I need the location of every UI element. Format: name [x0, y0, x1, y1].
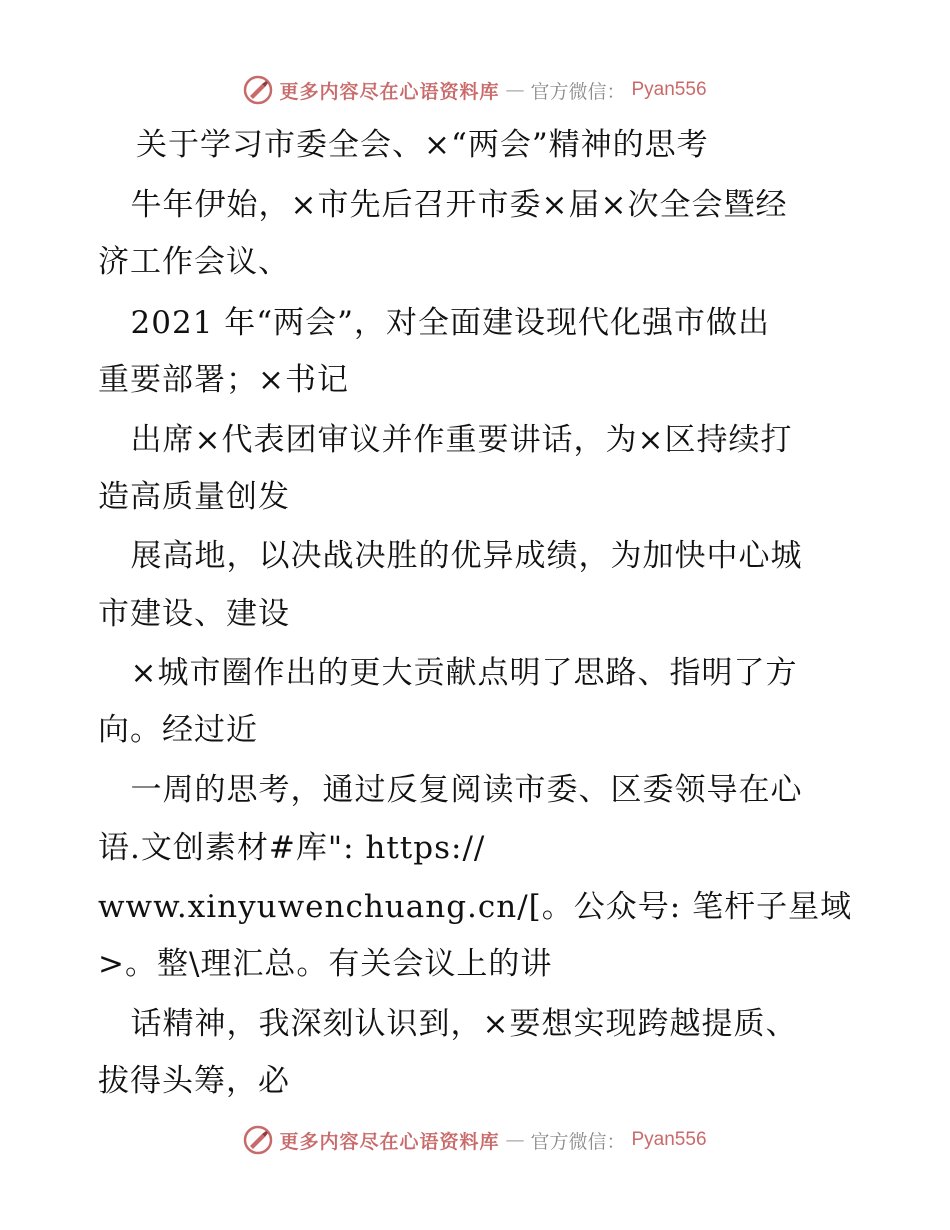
text-line: 济工作会议、 — [98, 244, 290, 280]
text-line: 2021 年“两会”，对全面建设现代化强市做出 — [98, 305, 771, 341]
text-line: 市建设、建设 — [98, 596, 290, 632]
text-line: www.xinyuwenchuang.cn/[。公众号: 笔杆子星域 — [98, 889, 853, 925]
text-line: ×城市圈作出的更大贡献点明了思路、指明了方 — [98, 655, 798, 691]
text-line: >。整\理汇总。有关会议上的讲 — [98, 946, 553, 982]
text-line: 造高质量创发 — [98, 479, 290, 515]
banner-wechat-id: Pyan556 — [631, 1129, 707, 1150]
text-line: 一周的思考，通过反复阅读市委、区委领导在心 — [98, 772, 803, 808]
pen-logo-icon — [243, 1125, 273, 1155]
banner-wechat-id: Pyan556 — [631, 79, 707, 100]
pen-logo-icon — [243, 75, 273, 105]
text-line: 重要部署；×书记 — [98, 362, 349, 398]
banner-separator: — — [505, 79, 525, 101]
text-line: 展高地，以决战决胜的优异成绩，为加快中心城 — [98, 538, 803, 574]
header-watermark-banner — [0, 70, 950, 110]
text-line: 语.文创素材#库": https:// — [98, 830, 486, 866]
document-title: 关于学习市委全会、×“两会”精神的思考 — [136, 127, 709, 163]
banner-wechat-label: 官方微信： — [530, 1130, 626, 1153]
banner-brand-text: 更多内容尽在心语资料库 — [279, 1130, 500, 1153]
banner-brand-text: 更多内容尽在心语资料库 — [279, 80, 500, 103]
text-line: 牛年伊始，×市先后召开市委×届×次全会暨经 — [98, 187, 788, 223]
text-line: 话精神，我深刻认识到，×要想实现跨越提质、 — [98, 1006, 798, 1042]
banner-wechat-label: 官方微信： — [530, 80, 626, 103]
text-line: 拔得头筹，必 — [98, 1063, 290, 1099]
banner-separator: — — [505, 1129, 525, 1151]
footer-watermark-banner — [0, 1120, 950, 1160]
text-line: 出席×代表团审议并作重要讲话，为×区持续打 — [98, 422, 793, 458]
text-line: 向。经过近 — [98, 712, 258, 748]
